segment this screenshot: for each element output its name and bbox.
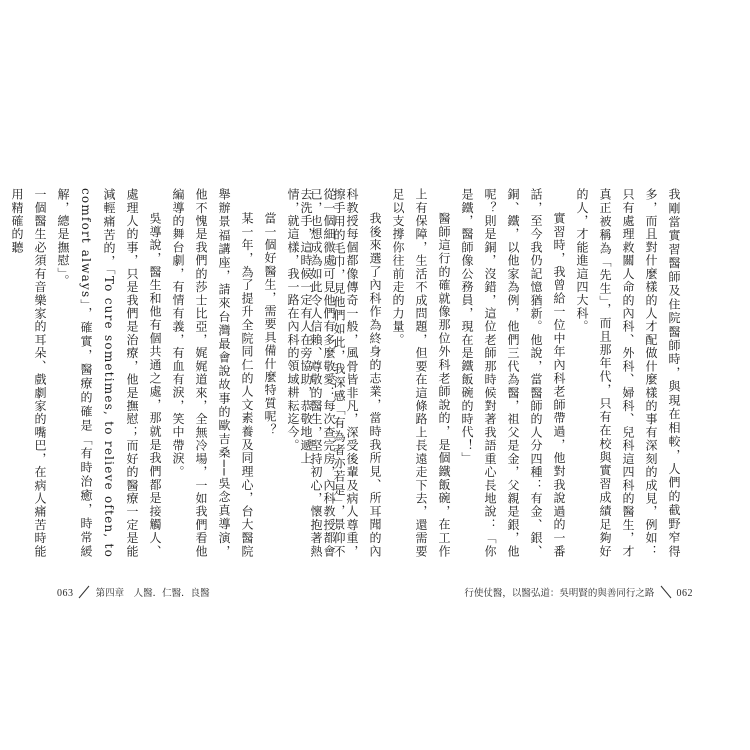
paragraph: 某一年，為了提升全院同仁的人文素養及同理心，台大醫院舉辦景福講座，請來台灣最會說故事的歐吉桑──吳念真導演，他不愧是我們的莎士比亞，娓娓道來，全無冷場，一如我們看他編導的舞台劇，有情有義，有血有淚，笑中帶淚。 <box>171 188 254 558</box>
paragraph: 我後來選了內科作為終身的志業，當時我所見、所耳聞的內科教授每個都像傳奇一般，風骨皆非凡，深受後輩及病人尊重，從一個細微處可見他們有多麼敬愛：每次查完房，內科教授都會去洗手，這時候一定有人在旁協助，恭敬地遞上 <box>299 188 382 558</box>
slash-divider-icon <box>659 585 673 599</box>
left-page-footer <box>57 585 212 603</box>
chapter-title: 第四章 人醫．仁醫．良醫 <box>95 588 210 599</box>
slash-divider-icon <box>77 585 91 599</box>
right-page-footer <box>462 585 693 603</box>
paragraph: 一個醫生必須有音樂家的耳朵、戲劇家的嘴巴，在病人痛苦時能用精確的聽 <box>10 188 47 558</box>
paragraph: 實習時，我曾給一位中年內科老師帶過，他對我說過的一番話，至今我仍記憶猶新。他說，當醫師的人分四種：有金、銀、銅、鐵，以他家為例，他們三代為醫，祖父是金，父親是銀，他呢？則是銅，沒錯，這位老師那時候對著我語重心長地說：「你是鐵，醫師像公務員，現在是鐵飯碗的時代！」 <box>460 188 566 558</box>
paragraph: 我剛當實習醫師及住院醫師時，與現在相較，人們的截野窄得多，而且對什麼樣的人才配做什麼樣的事有深刻的成見，例如：只有處理救關人命的內科、外科、婦科、兒科這四科的醫生，才真正被稱為「先生」，而且那年代，只有在校與實習成績足夠好的人，才能進這四大科。 <box>575 188 681 558</box>
book-title: 行使仗醫，以醫弘道：吳明賢的與善同行之路 <box>464 588 655 599</box>
page-number: 062 <box>676 588 693 599</box>
paragraph: 當一個好醫生，需要具備什麼特質呢？ <box>263 212 277 437</box>
paragraph: 醫師這行的確就像那位外科老師說的，是個鐵飯碗，在工作上有保障，生活不成問題，但要在這條路上長遠走下去，還需要足以支撐你往前走的力量。 <box>391 188 451 558</box>
page-number: 063 <box>57 588 74 599</box>
paragraph: 吳導說，醫生和他有個共通之處，那就是我們都是接觸人、處理人的事，只是我們是治療，他是撫慰；而好的醫療一定是能減輕痛苦的，「To cure sometimes, to relieve often, to comfort always」，確實，醫療的確是「有時治癒，時常緩解，總是撫慰」。 <box>56 188 162 558</box>
paragraph: 擦手用的毛巾，見他們如此，我深感「有為者亦若是」，景仰不已，也想成為如此令人信賴、尊敬的醫生，堅持初心，懷抱著熱情，就這樣，我一路在內科的領域耕耘迄今。 <box>286 188 346 558</box>
